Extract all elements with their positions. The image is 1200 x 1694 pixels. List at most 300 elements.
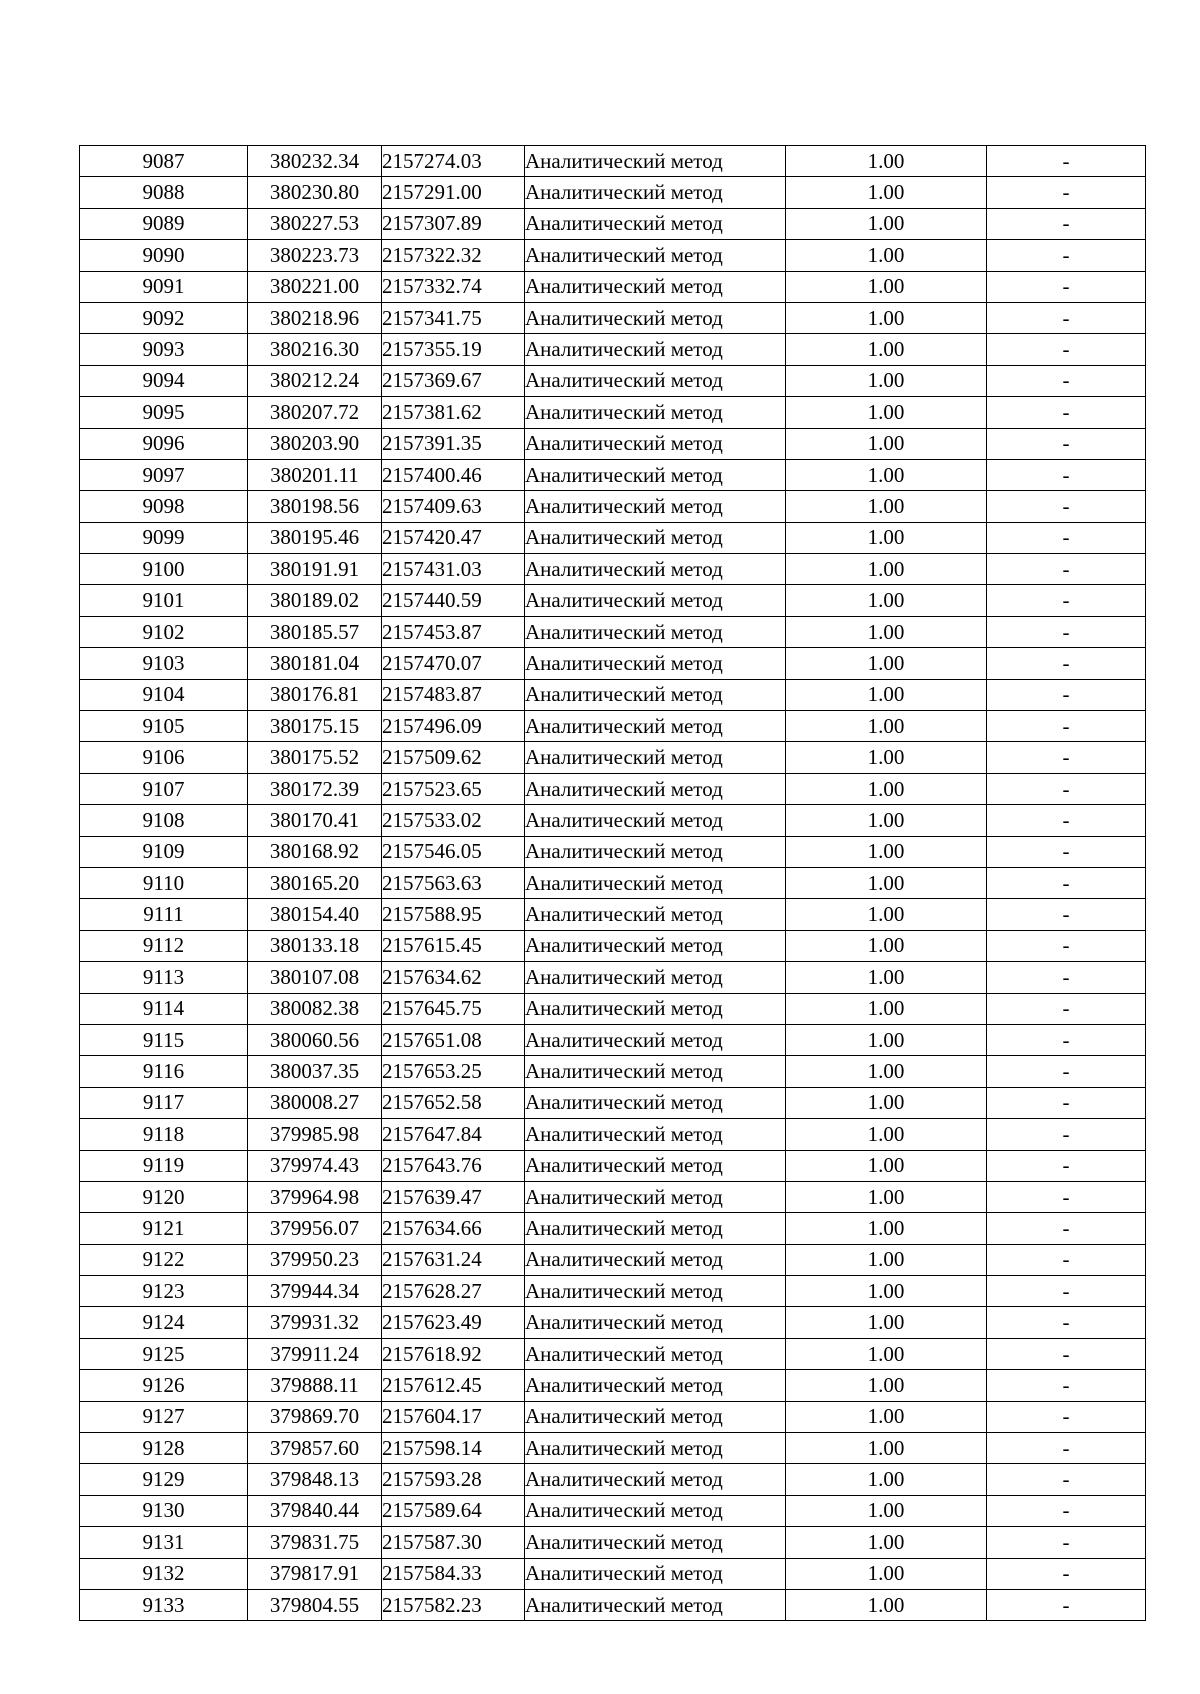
table-row	[80, 1589, 1146, 1620]
x-coordinate-cell: 379857.60	[248, 1433, 382, 1464]
x-coordinate-cell: 380175.52	[248, 742, 382, 773]
accuracy-cell: 1.00	[786, 554, 987, 585]
x-coordinate-cell: 379964.98	[248, 1181, 382, 1212]
table-row	[80, 1464, 1146, 1495]
table-row	[80, 993, 1146, 1024]
point-number-cell: 9117	[80, 1087, 248, 1118]
x-coordinate-cell: 379817.91	[248, 1558, 382, 1589]
table-row	[80, 1276, 1146, 1307]
method-cell: Аналитический метод	[525, 554, 786, 585]
method-cell: Аналитический метод	[525, 1024, 786, 1055]
x-coordinate-cell: 380195.46	[248, 522, 382, 553]
point-number-cell: 9090	[80, 240, 248, 271]
table-row	[80, 1056, 1146, 1087]
note-cell: -	[987, 271, 1146, 302]
table-row	[80, 271, 1146, 302]
note-cell: -	[987, 773, 1146, 804]
note-cell: -	[987, 1495, 1146, 1526]
x-coordinate-cell: 380223.73	[248, 240, 382, 271]
table-row	[80, 1150, 1146, 1181]
accuracy-cell: 1.00	[786, 1119, 987, 1150]
y-coordinate-cell: 2157634.66	[382, 1213, 525, 1244]
y-coordinate-cell: 2157631.24	[382, 1244, 525, 1275]
point-number-cell: 9121	[80, 1213, 248, 1244]
y-coordinate-cell: 2157470.07	[382, 648, 525, 679]
accuracy-cell: 1.00	[786, 177, 987, 208]
point-number-cell: 9131	[80, 1527, 248, 1558]
accuracy-cell: 1.00	[786, 1370, 987, 1401]
x-coordinate-cell: 380170.41	[248, 805, 382, 836]
y-coordinate-cell: 2157420.47	[382, 522, 525, 553]
table-row	[80, 679, 1146, 710]
y-coordinate-cell: 2157652.58	[382, 1087, 525, 1118]
method-cell: Аналитический метод	[525, 459, 786, 490]
table-row	[80, 302, 1146, 333]
accuracy-cell: 1.00	[786, 240, 987, 271]
table-row	[80, 554, 1146, 585]
point-number-cell: 9088	[80, 177, 248, 208]
table-row	[80, 491, 1146, 522]
point-number-cell: 9114	[80, 993, 248, 1024]
table-row	[80, 711, 1146, 742]
point-number-cell: 9107	[80, 773, 248, 804]
table-row	[80, 334, 1146, 365]
table-row	[80, 616, 1146, 647]
point-number-cell: 9125	[80, 1338, 248, 1369]
table-row	[80, 1181, 1146, 1212]
accuracy-cell: 1.00	[786, 1589, 987, 1620]
table-row	[80, 742, 1146, 773]
accuracy-cell: 1.00	[786, 1495, 987, 1526]
y-coordinate-cell: 2157587.30	[382, 1527, 525, 1558]
table-row	[80, 459, 1146, 490]
x-coordinate-cell: 380203.90	[248, 428, 382, 459]
y-coordinate-cell: 2157496.09	[382, 711, 525, 742]
accuracy-cell: 1.00	[786, 1338, 987, 1369]
x-coordinate-cell: 380230.80	[248, 177, 382, 208]
point-number-cell: 9097	[80, 459, 248, 490]
accuracy-cell: 1.00	[786, 491, 987, 522]
x-coordinate-cell: 380082.38	[248, 993, 382, 1024]
point-number-cell: 9120	[80, 1181, 248, 1212]
method-cell: Аналитический метод	[525, 742, 786, 773]
method-cell: Аналитический метод	[525, 1276, 786, 1307]
point-number-cell: 9128	[80, 1433, 248, 1464]
note-cell: -	[987, 679, 1146, 710]
accuracy-cell: 1.00	[786, 962, 987, 993]
table-row	[80, 428, 1146, 459]
y-coordinate-cell: 2157651.08	[382, 1024, 525, 1055]
accuracy-cell: 1.00	[786, 711, 987, 742]
method-cell: Аналитический метод	[525, 491, 786, 522]
accuracy-cell: 1.00	[786, 428, 987, 459]
table-row	[80, 1244, 1146, 1275]
y-coordinate-cell: 2157322.32	[382, 240, 525, 271]
accuracy-cell: 1.00	[786, 993, 987, 1024]
y-coordinate-cell: 2157453.87	[382, 616, 525, 647]
method-cell: Аналитический метод	[525, 1401, 786, 1432]
y-coordinate-cell: 2157483.87	[382, 679, 525, 710]
point-number-cell: 9104	[80, 679, 248, 710]
method-cell: Аналитический метод	[525, 867, 786, 898]
table-row	[80, 962, 1146, 993]
note-cell: -	[987, 1276, 1146, 1307]
method-cell: Аналитический метод	[525, 616, 786, 647]
method-cell: Аналитический метод	[525, 648, 786, 679]
y-coordinate-cell: 2157355.19	[382, 334, 525, 365]
table-row	[80, 1307, 1146, 1338]
table-row	[80, 365, 1146, 396]
note-cell: -	[987, 962, 1146, 993]
accuracy-cell: 1.00	[786, 616, 987, 647]
method-cell: Аналитический метод	[525, 805, 786, 836]
note-cell: -	[987, 805, 1146, 836]
accuracy-cell: 1.00	[786, 302, 987, 333]
x-coordinate-cell: 380189.02	[248, 585, 382, 616]
method-cell: Аналитический метод	[525, 836, 786, 867]
note-cell: -	[987, 836, 1146, 867]
accuracy-cell: 1.00	[786, 930, 987, 961]
point-number-cell: 9127	[80, 1401, 248, 1432]
method-cell: Аналитический метод	[525, 334, 786, 365]
method-cell: Аналитический метод	[525, 1244, 786, 1275]
point-number-cell: 9106	[80, 742, 248, 773]
point-number-cell: 9089	[80, 208, 248, 239]
x-coordinate-cell: 380133.18	[248, 930, 382, 961]
point-number-cell: 9124	[80, 1307, 248, 1338]
method-cell: Аналитический метод	[525, 1338, 786, 1369]
accuracy-cell: 1.00	[786, 365, 987, 396]
note-cell: -	[987, 742, 1146, 773]
point-number-cell: 9105	[80, 711, 248, 742]
note-cell: -	[987, 1464, 1146, 1495]
x-coordinate-cell: 379888.11	[248, 1370, 382, 1401]
note-cell: -	[987, 1433, 1146, 1464]
note-cell: -	[987, 491, 1146, 522]
note-cell: -	[987, 1307, 1146, 1338]
x-coordinate-cell: 380181.04	[248, 648, 382, 679]
accuracy-cell: 1.00	[786, 1150, 987, 1181]
note-cell: -	[987, 1338, 1146, 1369]
accuracy-cell: 1.00	[786, 867, 987, 898]
point-number-cell: 9108	[80, 805, 248, 836]
method-cell: Аналитический метод	[525, 1056, 786, 1087]
x-coordinate-cell: 380172.39	[248, 773, 382, 804]
x-coordinate-cell: 380154.40	[248, 899, 382, 930]
y-coordinate-cell: 2157643.76	[382, 1150, 525, 1181]
method-cell: Аналитический метод	[525, 1495, 786, 1526]
y-coordinate-cell: 2157584.33	[382, 1558, 525, 1589]
accuracy-cell: 1.00	[786, 1401, 987, 1432]
table-row	[80, 1558, 1146, 1589]
y-coordinate-cell: 2157615.45	[382, 930, 525, 961]
x-coordinate-cell: 379840.44	[248, 1495, 382, 1526]
table-row	[80, 1213, 1146, 1244]
point-number-cell: 9094	[80, 365, 248, 396]
x-coordinate-cell: 379974.43	[248, 1150, 382, 1181]
point-number-cell: 9102	[80, 616, 248, 647]
y-coordinate-cell: 2157647.84	[382, 1119, 525, 1150]
point-number-cell: 9118	[80, 1119, 248, 1150]
point-number-cell: 9091	[80, 271, 248, 302]
note-cell: -	[987, 1119, 1146, 1150]
table-row	[80, 1401, 1146, 1432]
method-cell: Аналитический метод	[525, 1087, 786, 1118]
y-coordinate-cell: 2157332.74	[382, 271, 525, 302]
note-cell: -	[987, 459, 1146, 490]
point-number-cell: 9110	[80, 867, 248, 898]
y-coordinate-cell: 2157653.25	[382, 1056, 525, 1087]
table-row	[80, 585, 1146, 616]
method-cell: Аналитический метод	[525, 1464, 786, 1495]
method-cell: Аналитический метод	[525, 240, 786, 271]
note-cell: -	[987, 1024, 1146, 1055]
point-number-cell: 9111	[80, 899, 248, 930]
table-row	[80, 805, 1146, 836]
accuracy-cell: 1.00	[786, 836, 987, 867]
method-cell: Аналитический метод	[525, 177, 786, 208]
point-number-cell: 9126	[80, 1370, 248, 1401]
y-coordinate-cell: 2157409.63	[382, 491, 525, 522]
accuracy-cell: 1.00	[786, 1056, 987, 1087]
accuracy-cell: 1.00	[786, 1181, 987, 1212]
note-cell: -	[987, 993, 1146, 1024]
method-cell: Аналитический метод	[525, 428, 786, 459]
y-coordinate-cell: 2157391.35	[382, 428, 525, 459]
note-cell: -	[987, 899, 1146, 930]
table-row	[80, 208, 1146, 239]
note-cell: -	[987, 1527, 1146, 1558]
note-cell: -	[987, 208, 1146, 239]
accuracy-cell: 1.00	[786, 1087, 987, 1118]
x-coordinate-cell: 380221.00	[248, 271, 382, 302]
method-cell: Аналитический метод	[525, 146, 786, 177]
table-row	[80, 146, 1146, 177]
accuracy-cell: 1.00	[786, 271, 987, 302]
x-coordinate-cell: 380107.08	[248, 962, 382, 993]
x-coordinate-cell: 379956.07	[248, 1213, 382, 1244]
point-number-cell: 9133	[80, 1589, 248, 1620]
y-coordinate-cell: 2157628.27	[382, 1276, 525, 1307]
y-coordinate-cell: 2157291.00	[382, 177, 525, 208]
method-cell: Аналитический метод	[525, 773, 786, 804]
accuracy-cell: 1.00	[786, 1433, 987, 1464]
accuracy-cell: 1.00	[786, 773, 987, 804]
y-coordinate-cell: 2157645.75	[382, 993, 525, 1024]
x-coordinate-cell: 380216.30	[248, 334, 382, 365]
table-row	[80, 177, 1146, 208]
x-coordinate-cell: 380060.56	[248, 1024, 382, 1055]
point-number-cell: 9119	[80, 1150, 248, 1181]
y-coordinate-cell: 2157440.59	[382, 585, 525, 616]
note-cell: -	[987, 1087, 1146, 1118]
accuracy-cell: 1.00	[786, 1244, 987, 1275]
accuracy-cell: 1.00	[786, 522, 987, 553]
accuracy-cell: 1.00	[786, 459, 987, 490]
point-number-cell: 9116	[80, 1056, 248, 1087]
note-cell: -	[987, 302, 1146, 333]
y-coordinate-cell: 2157563.63	[382, 867, 525, 898]
table-row	[80, 899, 1146, 930]
accuracy-cell: 1.00	[786, 1024, 987, 1055]
y-coordinate-cell: 2157341.75	[382, 302, 525, 333]
note-cell: -	[987, 240, 1146, 271]
x-coordinate-cell: 379804.55	[248, 1589, 382, 1620]
x-coordinate-cell: 380165.20	[248, 867, 382, 898]
point-number-cell: 9087	[80, 146, 248, 177]
method-cell: Аналитический метод	[525, 930, 786, 961]
y-coordinate-cell: 2157509.62	[382, 742, 525, 773]
method-cell: Аналитический метод	[525, 1213, 786, 1244]
table-row	[80, 397, 1146, 428]
method-cell: Аналитический метод	[525, 1150, 786, 1181]
table-row	[80, 1338, 1146, 1369]
method-cell: Аналитический метод	[525, 899, 786, 930]
point-number-cell: 9095	[80, 397, 248, 428]
point-number-cell: 9122	[80, 1244, 248, 1275]
method-cell: Аналитический метод	[525, 302, 786, 333]
method-cell: Аналитический метод	[525, 1527, 786, 1558]
x-coordinate-cell: 380008.27	[248, 1087, 382, 1118]
point-number-cell: 9123	[80, 1276, 248, 1307]
y-coordinate-cell: 2157274.03	[382, 146, 525, 177]
note-cell: -	[987, 1401, 1146, 1432]
y-coordinate-cell: 2157307.89	[382, 208, 525, 239]
method-cell: Аналитический метод	[525, 1370, 786, 1401]
method-cell: Аналитический метод	[525, 1558, 786, 1589]
note-cell: -	[987, 1056, 1146, 1087]
point-number-cell: 9130	[80, 1495, 248, 1526]
point-number-cell: 9099	[80, 522, 248, 553]
y-coordinate-cell: 2157533.02	[382, 805, 525, 836]
table-row	[80, 522, 1146, 553]
x-coordinate-cell: 380218.96	[248, 302, 382, 333]
y-coordinate-cell: 2157582.23	[382, 1589, 525, 1620]
accuracy-cell: 1.00	[786, 742, 987, 773]
method-cell: Аналитический метод	[525, 962, 786, 993]
note-cell: -	[987, 1589, 1146, 1620]
point-number-cell: 9096	[80, 428, 248, 459]
table-row	[80, 1119, 1146, 1150]
table-row	[80, 836, 1146, 867]
table-row	[80, 240, 1146, 271]
note-cell: -	[987, 616, 1146, 647]
point-number-cell: 9101	[80, 585, 248, 616]
x-coordinate-cell: 380185.57	[248, 616, 382, 647]
method-cell: Аналитический метод	[525, 993, 786, 1024]
note-cell: -	[987, 1244, 1146, 1275]
y-coordinate-cell: 2157604.17	[382, 1401, 525, 1432]
method-cell: Аналитический метод	[525, 208, 786, 239]
x-coordinate-cell: 379869.70	[248, 1401, 382, 1432]
point-number-cell: 9113	[80, 962, 248, 993]
method-cell: Аналитический метод	[525, 1181, 786, 1212]
accuracy-cell: 1.00	[786, 146, 987, 177]
method-cell: Аналитический метод	[525, 522, 786, 553]
y-coordinate-cell: 2157523.65	[382, 773, 525, 804]
y-coordinate-cell: 2157431.03	[382, 554, 525, 585]
method-cell: Аналитический метод	[525, 1307, 786, 1338]
table-row	[80, 1495, 1146, 1526]
accuracy-cell: 1.00	[786, 1527, 987, 1558]
note-cell: -	[987, 648, 1146, 679]
accuracy-cell: 1.00	[786, 208, 987, 239]
point-number-cell: 9112	[80, 930, 248, 961]
y-coordinate-cell: 2157634.62	[382, 962, 525, 993]
point-number-cell: 9093	[80, 334, 248, 365]
method-cell: Аналитический метод	[525, 397, 786, 428]
y-coordinate-cell: 2157639.47	[382, 1181, 525, 1212]
table-row	[80, 1087, 1146, 1118]
note-cell: -	[987, 428, 1146, 459]
note-cell: -	[987, 1370, 1146, 1401]
method-cell: Аналитический метод	[525, 1433, 786, 1464]
x-coordinate-cell: 380176.81	[248, 679, 382, 710]
y-coordinate-cell: 2157369.67	[382, 365, 525, 396]
accuracy-cell: 1.00	[786, 1307, 987, 1338]
method-cell: Аналитический метод	[525, 711, 786, 742]
note-cell: -	[987, 397, 1146, 428]
table-row	[80, 867, 1146, 898]
note-cell: -	[987, 1558, 1146, 1589]
note-cell: -	[987, 711, 1146, 742]
table-row	[80, 773, 1146, 804]
accuracy-cell: 1.00	[786, 1276, 987, 1307]
y-coordinate-cell: 2157612.45	[382, 1370, 525, 1401]
table-row	[80, 1024, 1146, 1055]
table-row	[80, 930, 1146, 961]
point-number-cell: 9109	[80, 836, 248, 867]
point-number-cell: 9092	[80, 302, 248, 333]
point-number-cell: 9098	[80, 491, 248, 522]
method-cell: Аналитический метод	[525, 585, 786, 616]
x-coordinate-cell: 379911.24	[248, 1338, 382, 1369]
table-row	[80, 648, 1146, 679]
coordinates-table-body	[80, 146, 1146, 1621]
method-cell: Аналитический метод	[525, 365, 786, 396]
x-coordinate-cell: 380201.11	[248, 459, 382, 490]
method-cell: Аналитический метод	[525, 1589, 786, 1620]
note-cell: -	[987, 930, 1146, 961]
accuracy-cell: 1.00	[786, 585, 987, 616]
note-cell: -	[987, 554, 1146, 585]
x-coordinate-cell: 379944.34	[248, 1276, 382, 1307]
accuracy-cell: 1.00	[786, 679, 987, 710]
x-coordinate-cell: 380037.35	[248, 1056, 382, 1087]
x-coordinate-cell: 380227.53	[248, 208, 382, 239]
y-coordinate-cell: 2157588.95	[382, 899, 525, 930]
x-coordinate-cell: 379985.98	[248, 1119, 382, 1150]
y-coordinate-cell: 2157589.64	[382, 1495, 525, 1526]
y-coordinate-cell: 2157400.46	[382, 459, 525, 490]
x-coordinate-cell: 380232.34	[248, 146, 382, 177]
point-number-cell: 9132	[80, 1558, 248, 1589]
x-coordinate-cell: 379831.75	[248, 1527, 382, 1558]
x-coordinate-cell: 380175.15	[248, 711, 382, 742]
method-cell: Аналитический метод	[525, 1119, 786, 1150]
note-cell: -	[987, 1150, 1146, 1181]
y-coordinate-cell: 2157593.28	[382, 1464, 525, 1495]
note-cell: -	[987, 1181, 1146, 1212]
accuracy-cell: 1.00	[786, 648, 987, 679]
y-coordinate-cell: 2157546.05	[382, 836, 525, 867]
note-cell: -	[987, 1213, 1146, 1244]
y-coordinate-cell: 2157618.92	[382, 1338, 525, 1369]
accuracy-cell: 1.00	[786, 805, 987, 836]
accuracy-cell: 1.00	[786, 334, 987, 365]
y-coordinate-cell: 2157598.14	[382, 1433, 525, 1464]
note-cell: -	[987, 146, 1146, 177]
